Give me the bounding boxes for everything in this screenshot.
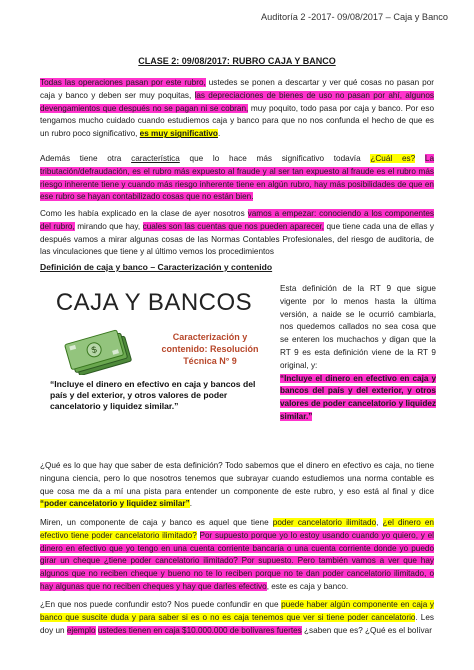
body-text: Miren, un componente de caja y banco es aquel que tiene: [40, 518, 273, 527]
body-text: que lo hace más significativo todavía: [179, 154, 371, 163]
highlight-text: ejemplo: [66, 625, 96, 635]
paragraph-6: [40, 599, 434, 637]
caja-y-bancos-image: [40, 283, 268, 421]
paragraph-3: [40, 208, 434, 259]
underlined-text: característica: [131, 154, 180, 163]
highlight-text: cuales son las cuentas que nos pueden aparecer,: [142, 221, 325, 231]
image-subtitle: Caracterización y contenido: Resolución Técnica N° 9: [161, 332, 259, 366]
body-text: Además tiene otra: [40, 154, 132, 163]
body-text: mirando que hay,: [74, 221, 143, 231]
paragraph-5: [40, 517, 434, 594]
highlight-text: Todas las operaciones pasan por este rubro,: [40, 78, 206, 87]
body-text: ¿saben que es? ¿Qué es el bolívar: [301, 625, 432, 635]
body-text: .: [189, 499, 192, 509]
definition-column: [280, 283, 436, 424]
highlight-text: ¿el dinero en efectivo tiene poder cancelatorio ilimitado?: [40, 518, 434, 540]
body-text: [415, 154, 425, 163]
image-title: CAJA Y BANCOS: [55, 289, 253, 316]
highlight-text: ustedes tienen en caja $10.000.000 de bolívares fuertes: [97, 625, 302, 635]
page-title: CLASE 2: 09/08/2017: RUBRO CAJA Y BANCO: [138, 56, 336, 66]
svg-text:$: $: [90, 344, 98, 356]
paragraph-4: [40, 460, 434, 511]
image-quote: “Incluye el dinero en efectivo en caja y bancos del país y del exterior, y otros valores de poder cancelatorio y liquidez similar.”: [50, 379, 256, 411]
highlight-text: las depreciaciones de bienes de uso no pasan por ahí, algunos devengamientos que después no se pagan ni se cobran,: [40, 90, 434, 113]
highlight-text: puede haber algún componente en caja y banco que suscite duda y para saber si es o no es caja tenemos que ver si tiene poder cancelatorio: [40, 600, 434, 622]
highlight-text: Por supuesto porque yo lo estoy usando cuando yo quiero, y el dinero en efectivo que yo tengo en una cuenta corriente bancaria o una cuenta corriente donde yo puedo girar un cheque ¿tiene poder cancelatorio ilimitado? Por supuesto.: [40, 530, 434, 566]
body-text: ¿En que nos puede confundir esto? Nos puede confundir en que: [40, 600, 282, 609]
body-text: Como les había explicado en la clase de ayer nosotros: [40, 209, 248, 218]
body-text: , este es caja y banco.: [266, 581, 349, 591]
body-text: . Les doy un: [40, 612, 434, 635]
money-stack-icon: [62, 329, 140, 375]
body-text: ustedes se ponen a descartar y ver qué cosas no pasan por caja y banco y deben ser muy poquitas,: [40, 78, 435, 100]
body-text: Esta definición de la RT 9 que sigue vigente por lo menos hasta la última versión, a naide se le ocurrió cambiarla, nos quedemos callados no sea cosa que se enteren los muchachos y digan que la RT 9 es esta definición viene de la RT 9 original, y:: [280, 284, 436, 370]
body-text: .: [217, 129, 221, 139]
body-text: ,: [376, 518, 383, 527]
paragraph-1: [40, 77, 434, 141]
body-text: que tiene cada una de ellas y después vamos a mirar algunas cosas de las Normas Contables Profesionales, del riesgo de auditoria, de las vinculaciones que tiene y al último vemos los procedimientos: [40, 221, 434, 257]
highlight-text: La tributación/defraudación, es el rubro más expuesto al fraude y al ser tan expuesto al fraude es el rubro más riesgo inherente tiene y cuando más riesgo inherente tiene en algún rubro, hay más posibilidades de que en ese rubro se hayan contabilizado cosas que no están bien.: [40, 154, 434, 202]
section-heading: Definición de caja y banco – Caracterización y contenido: [40, 262, 273, 272]
highlight-text: poder cancelatorio ilimitado: [272, 518, 377, 527]
highlight-text: es muy significativo: [139, 129, 218, 139]
highlight-quote: “Incluye el dinero en efectivo en caja y bancos del país y del exterior, y otros valores de poder cancelatorio y liquidez similar.”: [280, 373, 436, 421]
page-header: Auditoría 2 -2017- 09/08/2017 – Caja y Banco: [261, 12, 448, 22]
highlight-text: Pero también vamos a ver que hay algunos que no reciben cheque y bueno no te lo reciben porque no te dan poder cancelatorio ilimitado, o hay algunas que no reciben cheques y hay que darles efectivo: [40, 556, 434, 591]
highlight-text: vamos a empezar: conociendo a los componentes del rubro,: [40, 209, 434, 231]
paragraph-2: [40, 153, 434, 204]
body-text: ¿Qué es lo que hay que saber de esta definición? Todo sabemos que el dinero en efectivo es caja, no tiene ninguna ciencia, pero lo que nosotros tenemos que subrayar cuando estudiemos una norma contable es que cosa me da a mí una pista para entender un componente de este rubro, y eso está al final y dice: [40, 461, 434, 496]
highlight-text: “poder cancelatorio y liquidez similar”: [40, 499, 190, 509]
body-text: muy poquito, todo pasa por caja y banco. Por eso tengamos mucho cuidado cuando estudiemos caja y banco para que no nos confunda el hecho de que es un rubro poco significativo,: [40, 103, 434, 139]
highlight-text: ¿Cuál es?: [370, 154, 416, 163]
